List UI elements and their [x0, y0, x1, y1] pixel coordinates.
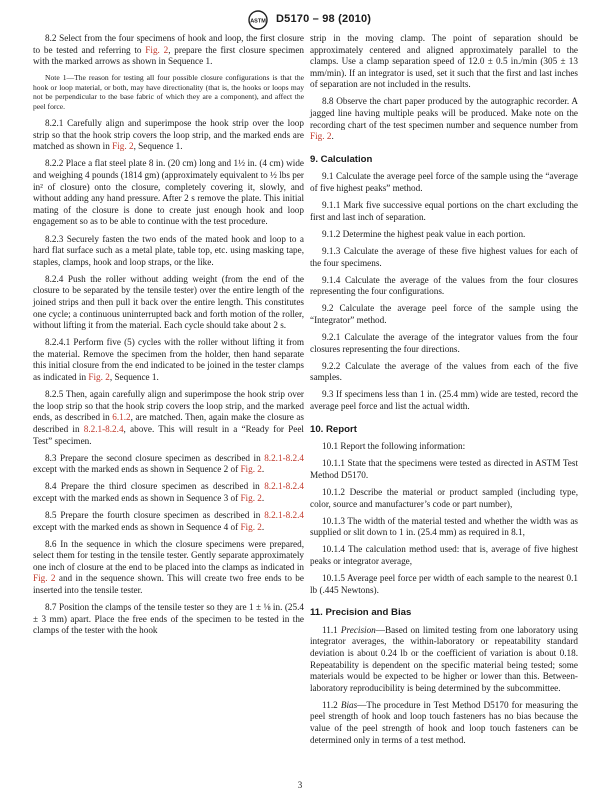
section-8-7: 8.7 Position the clamps of the tensile tester so they are 1 ± ⅛ in. (25.4 ± 3 mm) apart. Place the free ends of the specimen to be tested in the clamps of the tester with the hook: [33, 602, 304, 636]
section-9-3: 9.3 If specimens less than 1 in. (25.4 mm) wide are tested, record the average peel force and list the actual width.: [310, 389, 578, 411]
section-8-2: 8.2 Select from the four specimens of hook and loop, the first closure to be tested and referring to Fig. 2, prepare the first closure specimen with the marked arrows as shown in Sequence 1.: [33, 33, 305, 67]
section-9-1-1: 9.1.1 Mark five successive equal portions on the chart excluding the first and last inch of separation.: [310, 200, 578, 222]
section-8-6: 8.6 In the sequence in which the closure specimens were prepared, select them for testing in the tensile tester. Gently separate approximately one inch of closure at the end to be placed into the clamps as indicated in Fig. 2 and in the sequence shown. This will create two free ends to be inserted into the tensile tester.: [33, 538, 304, 596]
fig-2-link[interactable]: Fig. 2: [240, 492, 262, 503]
svg-text:ASTM: ASTM: [250, 18, 266, 25]
section-8-2-5: 8.2.5 Then, again carefully align and superimpose the hook strip over the loop strip so that the hook strip covers the loop strip, and the marked ends, as described in 6.1.2, are matched. Then, again make the closure as described in 8.2.1-8.2.4, above. This will result in a “Ready for Peel Test” specimen.: [33, 389, 305, 446]
section-9-1-2: 9.1.2 Determine the highest peak value in each portion.: [322, 228, 526, 239]
section-8-4: 8.4 Prepare the third closure specimen as described in 8.2.1-8.2.4 except with the marked ends as shown in Sequence 3 of Fig. 2.: [33, 481, 304, 503]
section-10-1-3: 10.1.3 The width of the material tested and whether the width was as supplied or slit down to 1 in. (25.4 mm) as required in 8.1,: [310, 515, 578, 538]
section-8-8: 8.8 Observe the chart paper produced by the autographic recorder. A jagged line having multiple peaks will be produced. Make note on the recording chart of the test specimen number and sequence number from Fig. 2.: [310, 96, 578, 142]
section-8-2-3: 8.2.3 Securely fasten the two ends of the mated hook and loop to a hard flat surface such as a metal plate, table top, etc. using masking tape, staples, clamps, hook and loop straps, or the like.: [33, 233, 304, 267]
fig-2-link[interactable]: Fig. 2: [145, 44, 169, 55]
right-column: [310, 33, 578, 752]
heading-calculation: 9. Calculation: [310, 153, 373, 165]
fig-2-link[interactable]: Fig. 2: [240, 464, 262, 475]
section-6-1-2-link[interactable]: 6.1.2: [112, 412, 131, 423]
section-8-2-1-link[interactable]: 8.2.1-8.2.4: [264, 509, 304, 520]
section-10-1-2: 10.1.2 Describe the material or product sampled (including type, color, source and manufacturer’s code or part number),: [310, 486, 578, 509]
fig-2-link[interactable]: Fig. 2: [240, 521, 262, 532]
fig-2-link[interactable]: Fig. 2: [88, 372, 110, 383]
section-8-5: 8.5 Prepare the fourth closure specimen as described in 8.2.1-8.2.4 except with the marked ends as shown in Sequence 4 of Fig. 2.: [33, 509, 304, 532]
section-9-1-3: 9.1.3 Calculate the average of these five highest values for each of the four specimens.: [310, 245, 578, 268]
section-8-2-1-link[interactable]: 8.2.1-8.2.4: [83, 423, 124, 434]
fig-2-link[interactable]: Fig. 2: [112, 141, 134, 152]
section-9-2-1: 9.2.1 Calculate the average of the integrator values from the four closures representing the four directions.: [310, 331, 578, 354]
section-9-2-2: 9.2.2 Calculate the average of the values from each of the five samples.: [310, 360, 578, 383]
section-8-7-continued: strip in the moving clamp. The point of separation should be approximately centered and aligned approximately parallel to the clamps. Use a clamp separation speed of 12.0 ± 0.5 in./min (305 ± 13 mm/min). If an integrator is used, set it such that the first and last inches of separation are not included in the results.: [310, 33, 578, 90]
section-10-1: 10.1 Report the following information:: [322, 441, 466, 452]
note-1: Note 1—The reason for testing all four possible closure configurations is that the hook or loop material, or both, may have directionality (that is, the hooks or loops may not be perpendicular to the base fabric of which they are a component), and affect the peel force.: [33, 73, 304, 112]
section-9-2: 9.2 Calculate the average peel force of the sample using the “Integrator” method.: [310, 303, 578, 325]
section-11-1: 11.1 Precision—Based on limited testing from one laboratory using integrator averages, the within-laboratory or repeatability standard deviation is about 0.24 lb or the coefficient of variation is about 0.18. Repeatability is dependent on the specific material being tested; some materials would be expected to be higher or lower than this. Between-laboratory reproducibility is being determined by the subcommittee.: [310, 624, 578, 693]
section-8-2-1-link[interactable]: 8.2.1-8.2.4: [264, 452, 304, 463]
section-8-2-4-1: 8.2.4.1 Perform five (5) cycles with the roller without lifting it from the material. Remove the specimen from the holder, then hand separate this initial closure from the end indicated to be joined in the tester clamps as indicated in Fig. 2, Sequence 1.: [33, 337, 304, 383]
fig-2-link[interactable]: Fig. 2: [33, 573, 56, 584]
section-11-2: 11.2 Bias—The procedure in Test Method D5170 for measuring the peel strength of hook and loop touch fasteners has no bias because the value of the peel strength of hook and loop touch fasteners can be determined only in terms of a test method.: [310, 699, 578, 745]
heading-precision-and-bias: 11. Precision and Bias: [310, 607, 412, 619]
section-10-1-5: 10.1.5 Average peel force per width of each sample to the nearest 0.1 lb (.445 Newtons).: [310, 572, 578, 595]
astm-logo: [246, 10, 270, 30]
left-column: [33, 33, 304, 642]
section-10-1-4: 10.1.4 The calculation method used: that is, average of five highest peaks or integrator average,: [310, 544, 578, 566]
section-10-1-1: 10.1.1 State that the specimens were tested as directed in ASTM Test Method D5170.: [310, 458, 578, 480]
page-header: [0, 10, 600, 30]
section-8-2-4: 8.2.4 Push the roller without adding weight (from the end of the closure to be separated by the tensile tester) over the entire length of the joined strips and then pull it back over the entire length. This constitutes one cycle; a continuous uninterrupted back and forth motion of the roller, without lifting it from the material. Each cycle should take about 2 s.: [33, 273, 304, 331]
fig-2-link[interactable]: Fig. 2: [310, 131, 332, 142]
document-designation: D5170 – 98 (2010): [276, 13, 372, 25]
section-9-1: 9.1 Calculate the average peel force of the sample using the “average of five highest peaks” method.: [310, 171, 578, 194]
page-number: 3: [297, 780, 303, 790]
section-8-2-1-link[interactable]: 8.2.1-8.2.4: [264, 481, 304, 492]
heading-report: 10. Report: [310, 423, 357, 435]
section-9-1-4: 9.1.4 Calculate the average of the values from the four closures representing the four configurations.: [310, 274, 578, 297]
section-8-2-2: 8.2.2 Place a flat steel plate 8 in. (20 cm) long and 1½ in. (4 cm) wide and weighing 4 pounds (1814 gm) (approximately equivalent to ½ lbs per in² of closure) onto the closure, completely covering it, slowly, and without adding any hand pressure. After 2 s remove the plate. This initial mating of the closure is done to create just enough hook and loop engagement so as to be able to continue with the test procedure.: [33, 158, 304, 227]
section-8-2-1: 8.2.1 Carefully align and superimpose the hook strip over the loop strip so that the hook strip covers the loop strip, and the marked ends are matched as shown in Fig. 2, Sequence 1.: [33, 118, 304, 152]
section-8-3: 8.3 Prepare the second closure specimen as described in 8.2.1-8.2.4 except with the marked ends as shown in Sequence 2 of Fig. 2.: [33, 452, 304, 475]
